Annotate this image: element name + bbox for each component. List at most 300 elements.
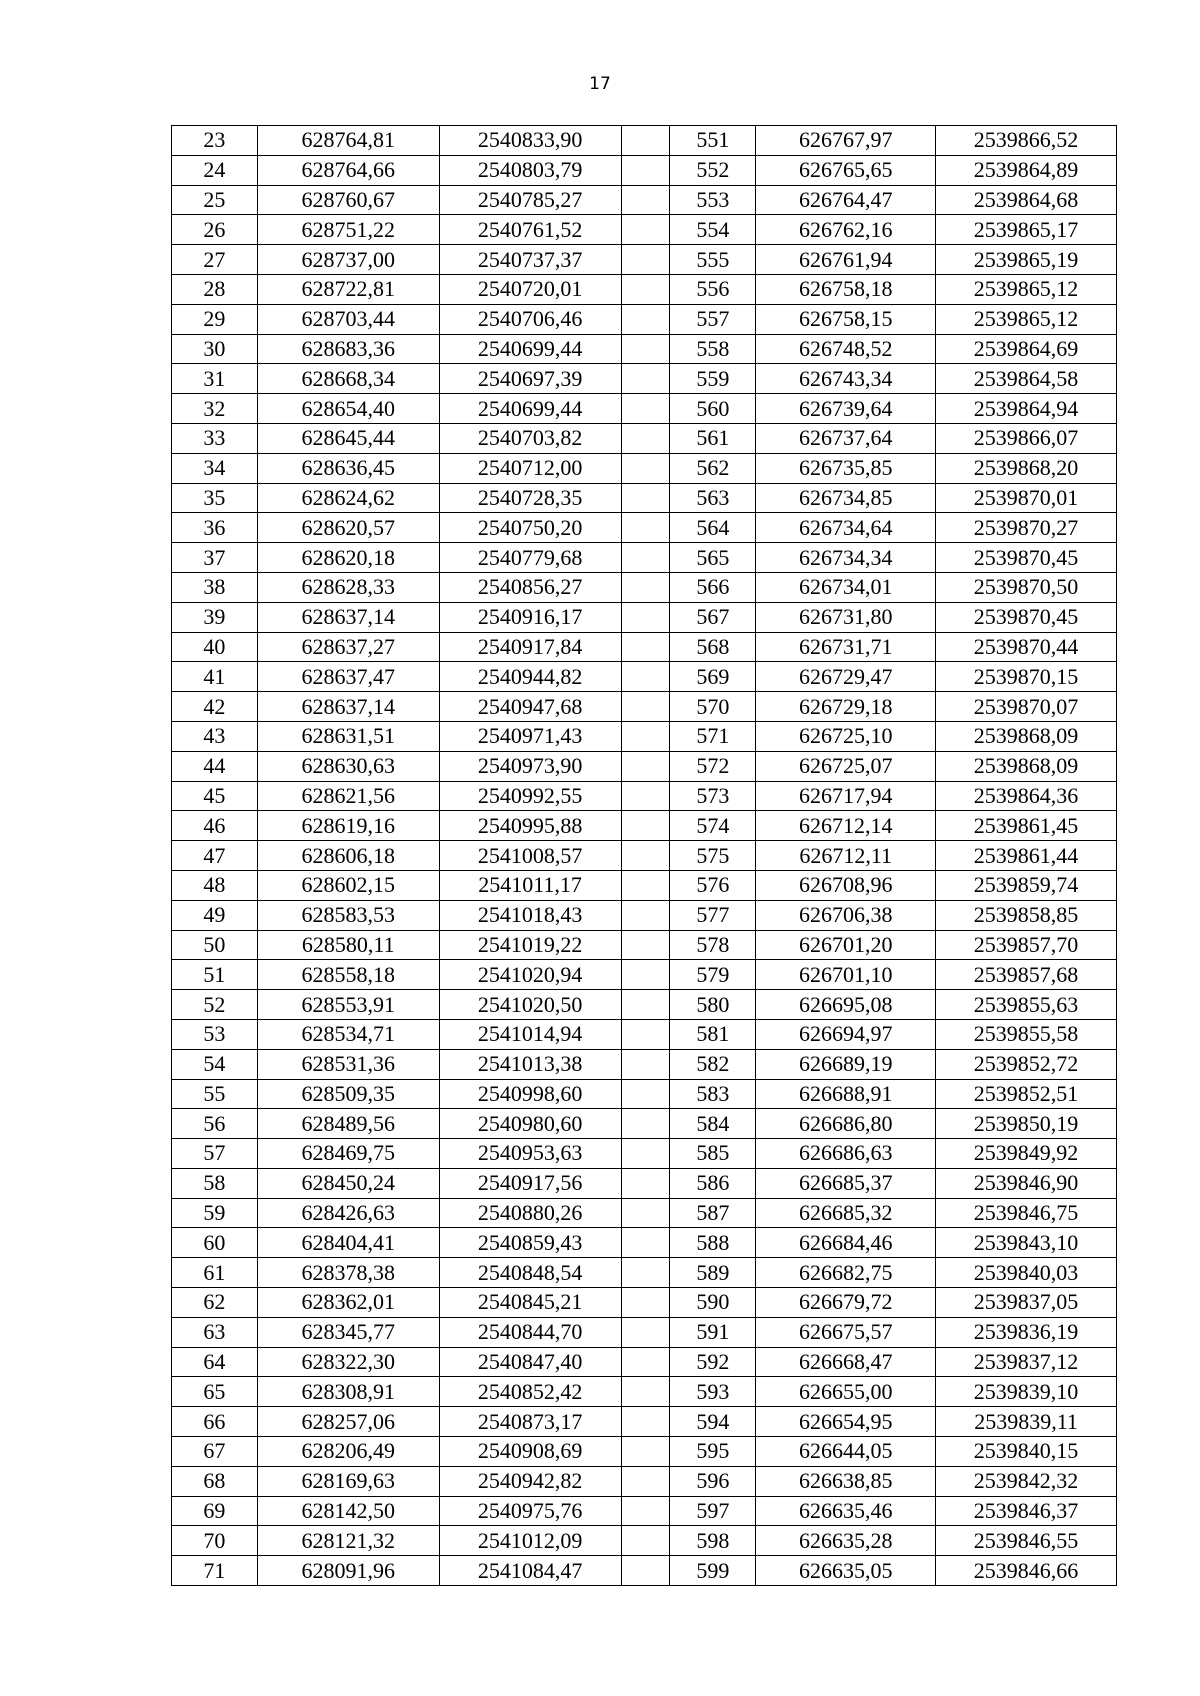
right-y-coordinate: 2539870,50 — [936, 572, 1117, 602]
left-point-number: 36 — [172, 513, 258, 543]
right-point-number: 560 — [670, 394, 756, 424]
right-point-number: 588 — [670, 1228, 756, 1258]
table-row — [172, 1258, 1117, 1288]
right-point-number: 577 — [670, 900, 756, 930]
right-y-coordinate: 2539843,10 — [936, 1228, 1117, 1258]
left-x-coordinate: 628169,63 — [257, 1466, 439, 1496]
table-row — [172, 185, 1117, 215]
table-row — [172, 692, 1117, 722]
right-x-coordinate: 626712,14 — [756, 811, 936, 841]
spacer-cell — [621, 1168, 670, 1198]
right-x-coordinate: 626761,94 — [756, 245, 936, 275]
right-point-number: 591 — [670, 1317, 756, 1347]
spacer-cell — [621, 1377, 670, 1407]
right-point-number: 569 — [670, 662, 756, 692]
spacer-cell — [621, 721, 670, 751]
right-point-number: 599 — [670, 1556, 756, 1586]
table-row — [172, 1109, 1117, 1139]
spacer-cell — [621, 513, 670, 543]
left-x-coordinate: 628602,15 — [257, 870, 439, 900]
right-point-number: 592 — [670, 1347, 756, 1377]
table-row — [172, 1407, 1117, 1437]
left-y-coordinate: 2540785,27 — [439, 185, 621, 215]
left-point-number: 29 — [172, 304, 258, 334]
right-point-number: 595 — [670, 1437, 756, 1467]
right-point-number: 552 — [670, 155, 756, 185]
left-x-coordinate: 628142,50 — [257, 1496, 439, 1526]
left-point-number: 63 — [172, 1317, 258, 1347]
left-y-coordinate: 2541018,43 — [439, 900, 621, 930]
right-y-coordinate: 2539865,12 — [936, 304, 1117, 334]
left-y-coordinate: 2540944,82 — [439, 662, 621, 692]
left-x-coordinate: 628206,49 — [257, 1437, 439, 1467]
right-x-coordinate: 626729,18 — [756, 692, 936, 722]
right-y-coordinate: 2539865,17 — [936, 215, 1117, 245]
right-y-coordinate: 2539866,52 — [936, 126, 1117, 156]
right-point-number: 578 — [670, 930, 756, 960]
right-y-coordinate: 2539852,51 — [936, 1079, 1117, 1109]
right-y-coordinate: 2539870,01 — [936, 483, 1117, 513]
left-y-coordinate: 2540971,43 — [439, 721, 621, 751]
coordinates-table — [171, 125, 1117, 1586]
spacer-cell — [621, 1079, 670, 1109]
left-x-coordinate: 628703,44 — [257, 304, 439, 334]
table-row — [172, 513, 1117, 543]
right-x-coordinate: 626695,08 — [756, 990, 936, 1020]
right-point-number: 579 — [670, 960, 756, 990]
spacer-cell — [621, 1288, 670, 1318]
right-point-number: 596 — [670, 1466, 756, 1496]
left-point-number: 57 — [172, 1139, 258, 1169]
left-y-coordinate: 2540980,60 — [439, 1109, 621, 1139]
right-point-number: 553 — [670, 185, 756, 215]
left-x-coordinate: 628631,51 — [257, 721, 439, 751]
left-x-coordinate: 628630,63 — [257, 751, 439, 781]
right-x-coordinate: 626686,63 — [756, 1139, 936, 1169]
left-x-coordinate: 628308,91 — [257, 1377, 439, 1407]
right-point-number: 594 — [670, 1407, 756, 1437]
spacer-cell — [621, 870, 670, 900]
right-point-number: 587 — [670, 1198, 756, 1228]
left-y-coordinate: 2541020,94 — [439, 960, 621, 990]
right-point-number: 565 — [670, 543, 756, 573]
table-row — [172, 632, 1117, 662]
table-row — [172, 1049, 1117, 1079]
spacer-cell — [621, 215, 670, 245]
left-point-number: 56 — [172, 1109, 258, 1139]
right-x-coordinate: 626762,16 — [756, 215, 936, 245]
right-x-coordinate: 626701,10 — [756, 960, 936, 990]
left-y-coordinate: 2540833,90 — [439, 126, 621, 156]
left-y-coordinate: 2540942,82 — [439, 1466, 621, 1496]
left-x-coordinate: 628091,96 — [257, 1556, 439, 1586]
table-row — [172, 1556, 1117, 1586]
left-point-number: 31 — [172, 364, 258, 394]
left-point-number: 38 — [172, 572, 258, 602]
right-y-coordinate: 2539870,07 — [936, 692, 1117, 722]
table-row — [172, 304, 1117, 334]
table-row — [172, 155, 1117, 185]
table-row — [172, 1288, 1117, 1318]
left-y-coordinate: 2540859,43 — [439, 1228, 621, 1258]
left-point-number: 71 — [172, 1556, 258, 1586]
spacer-cell — [621, 304, 670, 334]
left-x-coordinate: 628637,47 — [257, 662, 439, 692]
right-point-number: 555 — [670, 245, 756, 275]
right-y-coordinate: 2539839,11 — [936, 1407, 1117, 1437]
left-y-coordinate: 2541013,38 — [439, 1049, 621, 1079]
spacer-cell — [621, 692, 670, 722]
left-x-coordinate: 628257,06 — [257, 1407, 439, 1437]
right-y-coordinate: 2539864,69 — [936, 334, 1117, 364]
right-y-coordinate: 2539864,89 — [936, 155, 1117, 185]
right-y-coordinate: 2539870,45 — [936, 543, 1117, 573]
right-point-number: 568 — [670, 632, 756, 662]
left-x-coordinate: 628654,40 — [257, 394, 439, 424]
left-point-number: 65 — [172, 1377, 258, 1407]
table-row — [172, 394, 1117, 424]
right-y-coordinate: 2539857,68 — [936, 960, 1117, 990]
right-point-number: 562 — [670, 453, 756, 483]
left-y-coordinate: 2540697,39 — [439, 364, 621, 394]
left-x-coordinate: 628628,33 — [257, 572, 439, 602]
left-x-coordinate: 628637,27 — [257, 632, 439, 662]
right-x-coordinate: 626737,64 — [756, 423, 936, 453]
table-row — [172, 1466, 1117, 1496]
left-point-number: 68 — [172, 1466, 258, 1496]
table-row — [172, 126, 1117, 156]
right-point-number: 573 — [670, 781, 756, 811]
left-y-coordinate: 2540706,46 — [439, 304, 621, 334]
right-x-coordinate: 626735,85 — [756, 453, 936, 483]
right-x-coordinate: 626748,52 — [756, 334, 936, 364]
left-x-coordinate: 628583,53 — [257, 900, 439, 930]
table-row — [172, 841, 1117, 871]
left-y-coordinate: 2540916,17 — [439, 602, 621, 632]
spacer-cell — [621, 364, 670, 394]
right-y-coordinate: 2539857,70 — [936, 930, 1117, 960]
table-row — [172, 1019, 1117, 1049]
spacer-cell — [621, 543, 670, 573]
left-point-number: 61 — [172, 1258, 258, 1288]
left-x-coordinate: 628553,91 — [257, 990, 439, 1020]
left-x-coordinate: 628620,57 — [257, 513, 439, 543]
spacer-cell — [621, 274, 670, 304]
spacer-cell — [621, 1317, 670, 1347]
right-y-coordinate: 2539837,05 — [936, 1288, 1117, 1318]
left-point-number: 54 — [172, 1049, 258, 1079]
left-x-coordinate: 628624,62 — [257, 483, 439, 513]
right-point-number: 590 — [670, 1288, 756, 1318]
right-y-coordinate: 2539846,66 — [936, 1556, 1117, 1586]
table-row — [172, 1526, 1117, 1556]
right-x-coordinate: 626734,34 — [756, 543, 936, 573]
right-point-number: 570 — [670, 692, 756, 722]
left-x-coordinate: 628637,14 — [257, 602, 439, 632]
right-x-coordinate: 626685,37 — [756, 1168, 936, 1198]
right-point-number: 564 — [670, 513, 756, 543]
table-row — [172, 1079, 1117, 1109]
table-row — [172, 990, 1117, 1020]
right-x-coordinate: 626731,71 — [756, 632, 936, 662]
left-x-coordinate: 628606,18 — [257, 841, 439, 871]
page-number: 17 — [589, 74, 611, 94]
table-row — [172, 721, 1117, 751]
spacer-cell — [621, 1437, 670, 1467]
left-x-coordinate: 628620,18 — [257, 543, 439, 573]
left-point-number: 24 — [172, 155, 258, 185]
left-x-coordinate: 628426,63 — [257, 1198, 439, 1228]
right-point-number: 585 — [670, 1139, 756, 1169]
right-y-coordinate: 2539855,63 — [936, 990, 1117, 1020]
right-x-coordinate: 626725,07 — [756, 751, 936, 781]
left-y-coordinate: 2540947,68 — [439, 692, 621, 722]
table-row — [172, 1228, 1117, 1258]
right-point-number: 574 — [670, 811, 756, 841]
right-x-coordinate: 626712,11 — [756, 841, 936, 871]
table-row — [172, 930, 1117, 960]
right-y-coordinate: 2539870,27 — [936, 513, 1117, 543]
right-x-coordinate: 626717,94 — [756, 781, 936, 811]
left-x-coordinate: 628509,35 — [257, 1079, 439, 1109]
left-point-number: 37 — [172, 543, 258, 573]
left-point-number: 62 — [172, 1288, 258, 1318]
spacer-cell — [621, 572, 670, 602]
spacer-cell — [621, 662, 670, 692]
right-y-coordinate: 2539864,36 — [936, 781, 1117, 811]
table-row — [172, 274, 1117, 304]
right-point-number: 583 — [670, 1079, 756, 1109]
table-row — [172, 781, 1117, 811]
left-y-coordinate: 2540992,55 — [439, 781, 621, 811]
left-point-number: 59 — [172, 1198, 258, 1228]
left-point-number: 50 — [172, 930, 258, 960]
right-y-coordinate: 2539850,19 — [936, 1109, 1117, 1139]
right-y-coordinate: 2539864,68 — [936, 185, 1117, 215]
table-row — [172, 334, 1117, 364]
spacer-cell — [621, 155, 670, 185]
left-x-coordinate: 628345,77 — [257, 1317, 439, 1347]
right-point-number: 576 — [670, 870, 756, 900]
table-row — [172, 662, 1117, 692]
left-y-coordinate: 2540880,26 — [439, 1198, 621, 1228]
left-y-coordinate: 2540953,63 — [439, 1139, 621, 1169]
right-point-number: 567 — [670, 602, 756, 632]
right-x-coordinate: 626689,19 — [756, 1049, 936, 1079]
right-x-coordinate: 626654,95 — [756, 1407, 936, 1437]
table-row — [172, 245, 1117, 275]
spacer-cell — [621, 394, 670, 424]
table-row — [172, 1168, 1117, 1198]
right-x-coordinate: 626644,05 — [756, 1437, 936, 1467]
left-x-coordinate: 628558,18 — [257, 960, 439, 990]
right-y-coordinate: 2539846,90 — [936, 1168, 1117, 1198]
spacer-cell — [621, 1258, 670, 1288]
spacer-cell — [621, 126, 670, 156]
left-y-coordinate: 2540917,56 — [439, 1168, 621, 1198]
left-x-coordinate: 628322,30 — [257, 1347, 439, 1377]
right-point-number: 598 — [670, 1526, 756, 1556]
left-y-coordinate: 2541020,50 — [439, 990, 621, 1020]
left-point-number: 48 — [172, 870, 258, 900]
spacer-cell — [621, 751, 670, 781]
spacer-cell — [621, 1228, 670, 1258]
left-point-number: 27 — [172, 245, 258, 275]
right-x-coordinate: 626734,64 — [756, 513, 936, 543]
right-y-coordinate: 2539836,19 — [936, 1317, 1117, 1347]
right-point-number: 556 — [670, 274, 756, 304]
spacer-cell — [621, 334, 670, 364]
spacer-cell — [621, 483, 670, 513]
right-x-coordinate: 626655,00 — [756, 1377, 936, 1407]
left-point-number: 43 — [172, 721, 258, 751]
table-row — [172, 1198, 1117, 1228]
left-point-number: 64 — [172, 1347, 258, 1377]
left-x-coordinate: 628404,41 — [257, 1228, 439, 1258]
left-y-coordinate: 2541008,57 — [439, 841, 621, 871]
left-x-coordinate: 628764,81 — [257, 126, 439, 156]
left-point-number: 28 — [172, 274, 258, 304]
spacer-cell — [621, 1466, 670, 1496]
right-x-coordinate: 626725,10 — [756, 721, 936, 751]
right-y-coordinate: 2539849,92 — [936, 1139, 1117, 1169]
right-y-coordinate: 2539864,94 — [936, 394, 1117, 424]
left-point-number: 40 — [172, 632, 258, 662]
left-x-coordinate: 628469,75 — [257, 1139, 439, 1169]
right-x-coordinate: 626688,91 — [756, 1079, 936, 1109]
left-y-coordinate: 2540848,54 — [439, 1258, 621, 1288]
spacer-cell — [621, 1407, 670, 1437]
left-point-number: 67 — [172, 1437, 258, 1467]
coordinates-table-body — [172, 126, 1117, 1586]
spacer-cell — [621, 1556, 670, 1586]
spacer-cell — [621, 1139, 670, 1169]
left-point-number: 33 — [172, 423, 258, 453]
left-point-number: 23 — [172, 126, 258, 156]
spacer-cell — [621, 1526, 670, 1556]
right-y-coordinate: 2539840,15 — [936, 1437, 1117, 1467]
right-point-number: 597 — [670, 1496, 756, 1526]
table-row — [172, 543, 1117, 573]
right-point-number: 589 — [670, 1258, 756, 1288]
right-x-coordinate: 626729,47 — [756, 662, 936, 692]
spacer-cell — [621, 1198, 670, 1228]
right-point-number: 580 — [670, 990, 756, 1020]
right-y-coordinate: 2539837,12 — [936, 1347, 1117, 1377]
left-x-coordinate: 628621,56 — [257, 781, 439, 811]
left-y-coordinate: 2540699,44 — [439, 334, 621, 364]
right-x-coordinate: 626684,46 — [756, 1228, 936, 1258]
spacer-cell — [621, 245, 670, 275]
left-x-coordinate: 628645,44 — [257, 423, 439, 453]
right-y-coordinate: 2539868,20 — [936, 453, 1117, 483]
left-point-number: 34 — [172, 453, 258, 483]
left-y-coordinate: 2540737,37 — [439, 245, 621, 275]
spacer-cell — [621, 781, 670, 811]
table-row — [172, 423, 1117, 453]
spacer-cell — [621, 811, 670, 841]
right-point-number: 575 — [670, 841, 756, 871]
spacer-cell — [621, 990, 670, 1020]
left-y-coordinate: 2540750,20 — [439, 513, 621, 543]
right-point-number: 563 — [670, 483, 756, 513]
left-x-coordinate: 628751,22 — [257, 215, 439, 245]
left-y-coordinate: 2540847,40 — [439, 1347, 621, 1377]
right-x-coordinate: 626731,80 — [756, 602, 936, 632]
left-point-number: 47 — [172, 841, 258, 871]
left-y-coordinate: 2540975,76 — [439, 1496, 621, 1526]
spacer-cell — [621, 930, 670, 960]
table-row — [172, 453, 1117, 483]
left-y-coordinate: 2541011,17 — [439, 870, 621, 900]
right-y-coordinate: 2539846,55 — [936, 1526, 1117, 1556]
left-x-coordinate: 628760,67 — [257, 185, 439, 215]
left-y-coordinate: 2540712,00 — [439, 453, 621, 483]
left-x-coordinate: 628531,36 — [257, 1049, 439, 1079]
spacer-cell — [621, 841, 670, 871]
table-row — [172, 1496, 1117, 1526]
table-row — [172, 215, 1117, 245]
left-y-coordinate: 2540803,79 — [439, 155, 621, 185]
right-point-number: 554 — [670, 215, 756, 245]
spacer-cell — [621, 900, 670, 930]
right-y-coordinate: 2539870,15 — [936, 662, 1117, 692]
right-x-coordinate: 626701,20 — [756, 930, 936, 960]
left-x-coordinate: 628619,16 — [257, 811, 439, 841]
right-y-coordinate: 2539868,09 — [936, 721, 1117, 751]
right-x-coordinate: 626764,47 — [756, 185, 936, 215]
table-row — [172, 483, 1117, 513]
left-y-coordinate: 2540917,84 — [439, 632, 621, 662]
left-x-coordinate: 628722,81 — [257, 274, 439, 304]
left-point-number: 66 — [172, 1407, 258, 1437]
right-y-coordinate: 2539855,58 — [936, 1019, 1117, 1049]
table-row — [172, 870, 1117, 900]
left-y-coordinate: 2540856,27 — [439, 572, 621, 602]
right-x-coordinate: 626758,15 — [756, 304, 936, 334]
right-x-coordinate: 626675,57 — [756, 1317, 936, 1347]
left-x-coordinate: 628362,01 — [257, 1288, 439, 1318]
right-x-coordinate: 626734,85 — [756, 483, 936, 513]
right-point-number: 593 — [670, 1377, 756, 1407]
left-x-coordinate: 628450,24 — [257, 1168, 439, 1198]
left-point-number: 51 — [172, 960, 258, 990]
left-y-coordinate: 2540973,90 — [439, 751, 621, 781]
right-x-coordinate: 626706,38 — [756, 900, 936, 930]
right-y-coordinate: 2539842,32 — [936, 1466, 1117, 1496]
left-point-number: 53 — [172, 1019, 258, 1049]
left-y-coordinate: 2540779,68 — [439, 543, 621, 573]
left-point-number: 25 — [172, 185, 258, 215]
spacer-cell — [621, 1496, 670, 1526]
right-point-number: 566 — [670, 572, 756, 602]
right-point-number: 559 — [670, 364, 756, 394]
right-x-coordinate: 626668,47 — [756, 1347, 936, 1377]
left-x-coordinate: 628636,45 — [257, 453, 439, 483]
left-point-number: 52 — [172, 990, 258, 1020]
right-point-number: 572 — [670, 751, 756, 781]
right-y-coordinate: 2539870,44 — [936, 632, 1117, 662]
right-x-coordinate: 626758,18 — [756, 274, 936, 304]
table-row — [172, 1317, 1117, 1347]
right-x-coordinate: 626739,64 — [756, 394, 936, 424]
right-point-number: 558 — [670, 334, 756, 364]
spacer-cell — [621, 1019, 670, 1049]
left-point-number: 46 — [172, 811, 258, 841]
right-x-coordinate: 626765,65 — [756, 155, 936, 185]
spacer-cell — [621, 1049, 670, 1079]
right-y-coordinate: 2539852,72 — [936, 1049, 1117, 1079]
